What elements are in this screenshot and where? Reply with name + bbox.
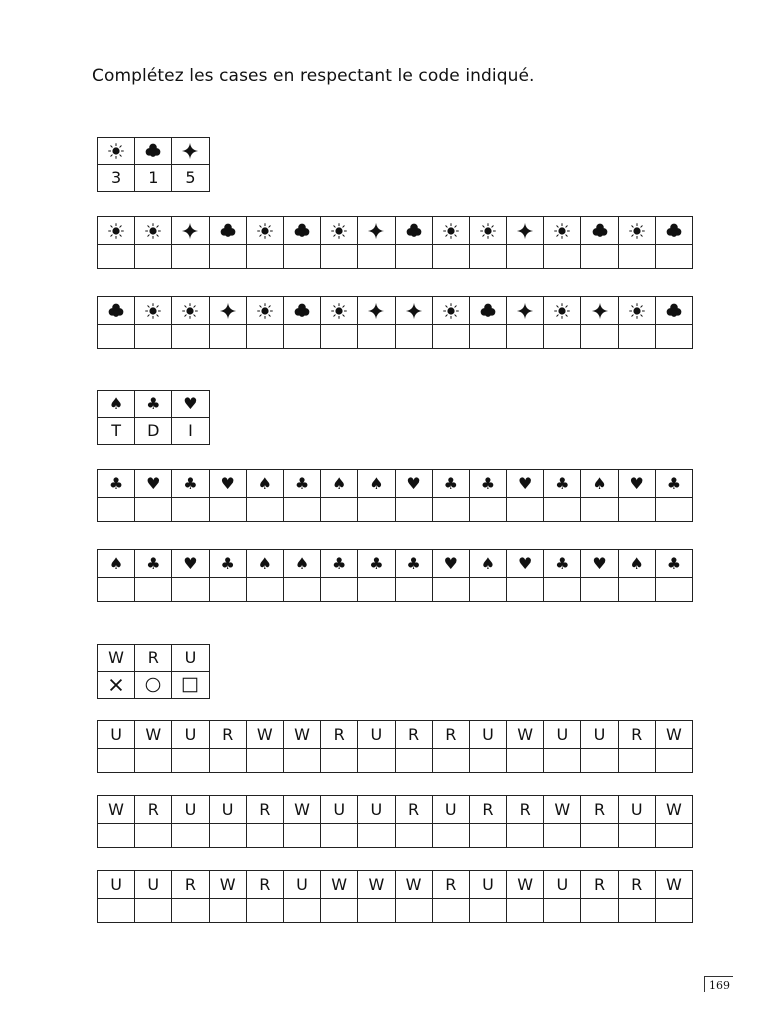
letter-cell: W (98, 796, 135, 824)
answer-box[interactable] (283, 245, 320, 269)
key-symbol-cell: ♣ (135, 391, 172, 418)
symbol-cell (544, 297, 581, 325)
letter-cell: U (135, 871, 172, 899)
circle-icon (135, 676, 171, 694)
letter-cell: U (618, 796, 655, 824)
answer-box[interactable] (507, 824, 544, 848)
symbol-cell (321, 297, 358, 325)
answer-box[interactable] (395, 325, 432, 349)
answer-box[interactable] (618, 749, 655, 773)
letter-cell: R (618, 871, 655, 899)
key-symbol-cell (172, 672, 209, 699)
letter-cell: U (98, 721, 135, 749)
sun-icon (619, 222, 655, 240)
answer-box[interactable] (246, 245, 283, 269)
symbol-cell (432, 217, 469, 245)
answer-box[interactable] (655, 899, 692, 923)
key-symbol-cell (98, 138, 135, 165)
answer-box[interactable] (507, 498, 544, 522)
symbol-cell (507, 297, 544, 325)
letter-cell: U (432, 796, 469, 824)
club-icon (98, 302, 134, 320)
key-symbol-cell (172, 138, 209, 165)
symbol-cell: ♥ (209, 470, 246, 498)
letter-cell: U (469, 871, 506, 899)
answer-box[interactable] (469, 325, 506, 349)
key-code-cell: D (135, 418, 172, 445)
answer-box[interactable] (618, 498, 655, 522)
letter-cell: U (581, 721, 618, 749)
answer-box[interactable] (432, 245, 469, 269)
key-symbol-cell (135, 138, 172, 165)
letter-cell: W (544, 796, 581, 824)
symbol-cell (358, 297, 395, 325)
club-icon (135, 142, 171, 160)
symbol-cell: ♣ (172, 470, 209, 498)
answer-box[interactable] (655, 749, 692, 773)
answer-box[interactable] (544, 824, 581, 848)
symbol-cell (209, 297, 246, 325)
answer-box[interactable] (98, 245, 135, 269)
answer-box[interactable] (544, 245, 581, 269)
answer-box[interactable] (135, 245, 172, 269)
symbol-cell (172, 217, 209, 245)
letter-cell: U (172, 796, 209, 824)
letter-cell: U (283, 871, 320, 899)
symbol-cell: ♥ (581, 550, 618, 578)
answer-box[interactable] (135, 824, 172, 848)
answer-box[interactable] (395, 498, 432, 522)
letter-cell: R (135, 796, 172, 824)
exercise1-row-1 (97, 216, 693, 269)
sun-icon (321, 302, 357, 320)
answer-box[interactable] (98, 325, 135, 349)
sun-icon (321, 222, 357, 240)
answer-box[interactable] (544, 578, 581, 602)
answer-box[interactable] (135, 578, 172, 602)
answer-box[interactable] (98, 899, 135, 923)
symbol-cell (395, 217, 432, 245)
letter-cell: R (395, 721, 432, 749)
sun-icon (470, 222, 506, 240)
symbol-cell (98, 297, 135, 325)
letter-cell: W (655, 721, 692, 749)
letter-cell: W (655, 796, 692, 824)
letter-cell: W (135, 721, 172, 749)
symbol-cell (246, 217, 283, 245)
exercise3-key-table (97, 644, 210, 699)
symbol-cell: ♣ (358, 550, 395, 578)
answer-box[interactable] (469, 498, 506, 522)
answer-box[interactable] (655, 824, 692, 848)
answer-box[interactable] (321, 899, 358, 923)
answer-box[interactable] (507, 749, 544, 773)
answer-box[interactable] (581, 325, 618, 349)
sun-icon (247, 222, 283, 240)
sun-icon (98, 142, 134, 160)
answer-box[interactable] (321, 325, 358, 349)
square-icon (172, 676, 208, 694)
symbol-cell: ♠ (618, 550, 655, 578)
letter-cell: U (358, 721, 395, 749)
four-point-star-icon (507, 302, 543, 320)
symbol-cell (209, 217, 246, 245)
cross-icon (98, 676, 134, 694)
answer-box[interactable] (135, 498, 172, 522)
answer-box[interactable] (321, 749, 358, 773)
answer-box[interactable] (246, 325, 283, 349)
letter-cell: R (432, 871, 469, 899)
club-icon (396, 222, 432, 240)
four-point-star-icon (210, 302, 246, 320)
answer-box[interactable] (358, 578, 395, 602)
sun-icon (619, 302, 655, 320)
letter-cell: U (172, 721, 209, 749)
answer-box[interactable] (358, 325, 395, 349)
letter-cell: W (321, 871, 358, 899)
symbol-cell: ♣ (544, 550, 581, 578)
answer-box[interactable] (655, 578, 692, 602)
symbol-cell (98, 217, 135, 245)
letter-cell: U (358, 796, 395, 824)
answer-box[interactable] (618, 245, 655, 269)
answer-box[interactable] (469, 245, 506, 269)
answer-box[interactable] (581, 245, 618, 269)
answer-box[interactable] (655, 498, 692, 522)
answer-box[interactable] (432, 899, 469, 923)
answer-box[interactable] (507, 578, 544, 602)
symbol-cell (655, 297, 692, 325)
answer-box[interactable] (655, 245, 692, 269)
key-symbol-cell: ♠ (98, 391, 135, 418)
letter-cell: U (469, 721, 506, 749)
answer-box[interactable] (172, 325, 209, 349)
answer-box[interactable] (209, 325, 246, 349)
answer-box[interactable] (358, 498, 395, 522)
letter-cell: R (469, 796, 506, 824)
key-letter-cell: R (135, 645, 172, 672)
symbol-cell: ♣ (544, 470, 581, 498)
symbol-cell: ♣ (469, 470, 506, 498)
answer-box[interactable] (507, 325, 544, 349)
key-symbol-cell (98, 672, 135, 699)
answer-box[interactable] (172, 578, 209, 602)
key-code-cell: 1 (135, 165, 172, 192)
letter-cell: W (507, 721, 544, 749)
answer-box[interactable] (321, 824, 358, 848)
symbol-cell (544, 217, 581, 245)
answer-box[interactable] (544, 899, 581, 923)
answer-box[interactable] (209, 824, 246, 848)
exercise1-row-2 (97, 296, 693, 349)
answer-box[interactable] (432, 325, 469, 349)
symbol-cell: ♠ (283, 550, 320, 578)
instruction-text: Complétez les cases en respectant le code indiqué. (92, 66, 535, 86)
answer-box[interactable] (395, 899, 432, 923)
letter-cell: W (655, 871, 692, 899)
letter-cell: R (618, 721, 655, 749)
answer-box[interactable] (246, 824, 283, 848)
sun-icon (98, 222, 134, 240)
letter-cell: U (544, 721, 581, 749)
answer-box[interactable] (358, 899, 395, 923)
answer-box[interactable] (321, 498, 358, 522)
letter-cell: U (209, 796, 246, 824)
letter-cell: R (581, 871, 618, 899)
answer-box[interactable] (172, 498, 209, 522)
answer-box[interactable] (395, 578, 432, 602)
symbol-cell (135, 297, 172, 325)
letter-cell: R (246, 871, 283, 899)
symbol-cell: ♠ (358, 470, 395, 498)
symbol-cell: ♠ (321, 470, 358, 498)
answer-box[interactable] (98, 749, 135, 773)
symbol-cell: ♣ (395, 550, 432, 578)
symbol-cell (283, 297, 320, 325)
sun-icon (433, 222, 469, 240)
symbol-cell: ♥ (395, 470, 432, 498)
letter-cell: U (544, 871, 581, 899)
answer-box[interactable] (283, 498, 320, 522)
symbol-cell: ♠ (98, 550, 135, 578)
letter-cell: R (432, 721, 469, 749)
exercise3-row-3 (97, 870, 693, 923)
sun-icon (247, 302, 283, 320)
answer-box[interactable] (469, 749, 506, 773)
letter-cell: R (581, 796, 618, 824)
symbol-cell: ♣ (655, 550, 692, 578)
symbol-cell: ♥ (618, 470, 655, 498)
answer-box[interactable] (469, 824, 506, 848)
answer-box[interactable] (209, 749, 246, 773)
answer-box[interactable] (98, 498, 135, 522)
answer-box[interactable] (432, 578, 469, 602)
answer-box[interactable] (544, 498, 581, 522)
club-icon (656, 222, 692, 240)
answer-box[interactable] (246, 899, 283, 923)
answer-box[interactable] (432, 498, 469, 522)
symbol-cell (507, 217, 544, 245)
club-icon (656, 302, 692, 320)
answer-box[interactable] (321, 245, 358, 269)
club-icon (284, 302, 320, 320)
four-point-star-icon (172, 222, 208, 240)
symbol-cell: ♣ (135, 550, 172, 578)
key-letter-cell: U (172, 645, 209, 672)
letter-cell: W (395, 871, 432, 899)
answer-box[interactable] (395, 824, 432, 848)
answer-box[interactable] (655, 325, 692, 349)
answer-box[interactable] (135, 899, 172, 923)
symbol-cell: ♠ (581, 470, 618, 498)
answer-box[interactable] (544, 749, 581, 773)
key-code-cell: 5 (172, 165, 209, 192)
answer-box[interactable] (98, 824, 135, 848)
answer-box[interactable] (172, 824, 209, 848)
sun-icon (135, 302, 171, 320)
answer-box[interactable] (246, 498, 283, 522)
key-symbol-cell: ♥ (172, 391, 209, 418)
answer-box[interactable] (581, 824, 618, 848)
answer-box[interactable] (209, 899, 246, 923)
answer-box[interactable] (98, 578, 135, 602)
exercise2-row-1 (97, 469, 693, 522)
symbol-cell: ♥ (432, 550, 469, 578)
answer-box[interactable] (507, 245, 544, 269)
symbol-cell (321, 217, 358, 245)
club-icon (210, 222, 246, 240)
symbol-cell: ♥ (507, 470, 544, 498)
key-letter-cell: W (98, 645, 135, 672)
four-point-star-icon (396, 302, 432, 320)
answer-box[interactable] (172, 749, 209, 773)
sun-icon (433, 302, 469, 320)
symbol-cell (469, 217, 506, 245)
sun-icon (172, 302, 208, 320)
answer-box[interactable] (507, 899, 544, 923)
exercise3-row-1 (97, 720, 693, 773)
symbol-cell (432, 297, 469, 325)
symbol-cell: ♣ (98, 470, 135, 498)
letter-cell: U (321, 796, 358, 824)
sun-icon (544, 302, 580, 320)
answer-box[interactable] (581, 899, 618, 923)
answer-box[interactable] (283, 899, 320, 923)
sun-icon (544, 222, 580, 240)
answer-box[interactable] (321, 578, 358, 602)
symbol-cell: ♠ (246, 470, 283, 498)
answer-box[interactable] (209, 245, 246, 269)
answer-box[interactable] (432, 824, 469, 848)
answer-box[interactable] (432, 749, 469, 773)
letter-cell: W (507, 871, 544, 899)
letter-cell: U (98, 871, 135, 899)
club-icon (470, 302, 506, 320)
symbol-cell (358, 217, 395, 245)
answer-box[interactable] (209, 578, 246, 602)
answer-box[interactable] (358, 245, 395, 269)
letter-cell: W (283, 796, 320, 824)
symbol-cell: ♣ (321, 550, 358, 578)
exercise2-row-2 (97, 549, 693, 602)
answer-box[interactable] (358, 749, 395, 773)
answer-box[interactable] (581, 749, 618, 773)
answer-box[interactable] (135, 325, 172, 349)
four-point-star-icon (358, 302, 394, 320)
letter-cell: R (246, 796, 283, 824)
symbol-cell (395, 297, 432, 325)
symbol-cell (618, 217, 655, 245)
symbol-cell: ♣ (209, 550, 246, 578)
key-code-cell: T (98, 418, 135, 445)
four-point-star-icon (172, 142, 208, 160)
answer-box[interactable] (172, 899, 209, 923)
club-icon (284, 222, 320, 240)
answer-box[interactable] (135, 749, 172, 773)
answer-box[interactable] (246, 749, 283, 773)
symbol-cell: ♥ (172, 550, 209, 578)
letter-cell: R (507, 796, 544, 824)
key-code-cell: I (172, 418, 209, 445)
answer-box[interactable] (209, 498, 246, 522)
symbol-cell: ♣ (432, 470, 469, 498)
letter-cell: R (209, 721, 246, 749)
answer-box[interactable] (581, 578, 618, 602)
symbol-cell (283, 217, 320, 245)
symbol-cell (581, 297, 618, 325)
letter-cell: W (246, 721, 283, 749)
answer-box[interactable] (395, 245, 432, 269)
symbol-cell (655, 217, 692, 245)
four-point-star-icon (358, 222, 394, 240)
club-icon (581, 222, 617, 240)
letter-cell: W (209, 871, 246, 899)
symbol-cell (172, 297, 209, 325)
answer-box[interactable] (618, 899, 655, 923)
exercise3-row-2 (97, 795, 693, 848)
key-code-cell: 3 (98, 165, 135, 192)
answer-box[interactable] (172, 245, 209, 269)
answer-box[interactable] (283, 325, 320, 349)
symbol-cell (581, 217, 618, 245)
answer-box[interactable] (581, 498, 618, 522)
exercise1-key-table (97, 137, 210, 192)
answer-box[interactable] (283, 749, 320, 773)
answer-box[interactable] (469, 578, 506, 602)
page-number: 169 (704, 976, 733, 992)
letter-cell: R (321, 721, 358, 749)
symbol-cell (618, 297, 655, 325)
letter-cell: W (358, 871, 395, 899)
key-symbol-cell (135, 672, 172, 699)
answer-box[interactable] (283, 824, 320, 848)
answer-box[interactable] (469, 899, 506, 923)
symbol-cell (135, 217, 172, 245)
letter-cell: R (395, 796, 432, 824)
answer-box[interactable] (358, 824, 395, 848)
answer-box[interactable] (618, 578, 655, 602)
sun-icon (135, 222, 171, 240)
symbol-cell: ♣ (655, 470, 692, 498)
symbol-cell (246, 297, 283, 325)
symbol-cell: ♠ (469, 550, 506, 578)
answer-box[interactable] (246, 578, 283, 602)
letter-cell: W (283, 721, 320, 749)
symbol-cell: ♥ (135, 470, 172, 498)
answer-box[interactable] (544, 325, 581, 349)
answer-box[interactable] (618, 824, 655, 848)
four-point-star-icon (507, 222, 543, 240)
symbol-cell: ♠ (246, 550, 283, 578)
symbol-cell: ♥ (507, 550, 544, 578)
symbol-cell (469, 297, 506, 325)
four-point-star-icon (581, 302, 617, 320)
answer-box[interactable] (395, 749, 432, 773)
exercise2-key-table (97, 390, 210, 445)
letter-cell: R (172, 871, 209, 899)
symbol-cell: ♣ (283, 470, 320, 498)
answer-box[interactable] (283, 578, 320, 602)
answer-box[interactable] (618, 325, 655, 349)
